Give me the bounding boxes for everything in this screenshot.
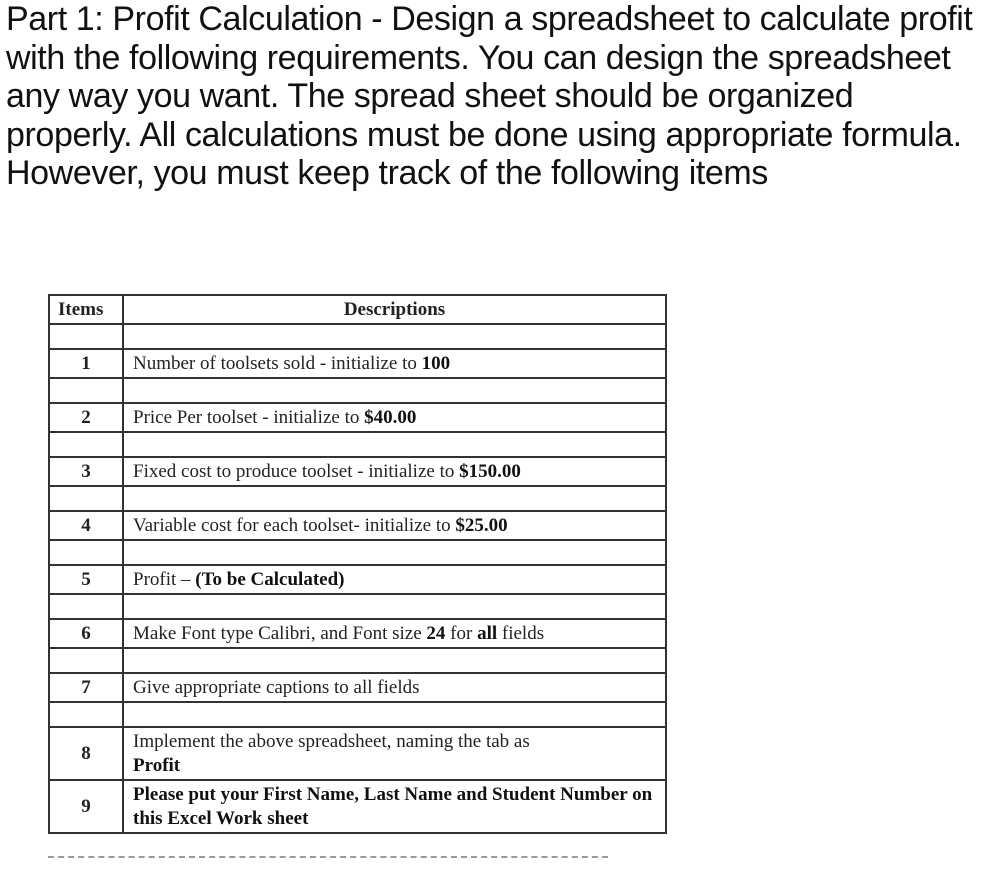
spacer-row: [49, 378, 666, 403]
item-number: 6: [49, 619, 123, 648]
item-number: 1: [49, 349, 123, 378]
items-column-header: Items: [49, 295, 123, 324]
spacer-row: [49, 486, 666, 511]
table-row: [49, 619, 666, 648]
item-description: Implement the above spreadsheet, naming the tab as Profit: [123, 727, 666, 780]
item-description: Profit – (To be Calculated): [123, 565, 666, 594]
item-number: 8: [49, 727, 123, 780]
table-row: [49, 727, 666, 780]
item-description: Give appropriate captions to all fields: [123, 673, 666, 702]
table-header-row: [49, 295, 666, 324]
spacer-row: [49, 540, 666, 565]
spacer-row: [49, 432, 666, 457]
descriptions-column-header: Descriptions: [123, 295, 666, 324]
item-description: Price Per toolset - initialize to $40.00: [123, 403, 666, 432]
table-row: [49, 780, 666, 833]
spacer-row: [49, 648, 666, 673]
item-description: Fixed cost to produce toolset - initialize to $150.00: [123, 457, 666, 486]
spacer-row: [49, 324, 666, 349]
requirements-table: [48, 294, 667, 834]
table-row: [49, 349, 666, 378]
item-description: Variable cost for each toolset- initialize to $25.00: [123, 511, 666, 540]
spacer-row: [49, 594, 666, 619]
item-number: 7: [49, 673, 123, 702]
instructions-paragraph: Part 1: Profit Calculation - Design a spreadsheet to calculate profit with the following requirements. You can design the spreadsheet any way you want. The spread sheet should be organized properly. All calculations must be done using appropriate formula. However, you must keep track of the following items: [6, 0, 973, 192]
item-number: 9: [49, 780, 123, 833]
table-row: [49, 457, 666, 486]
item-number: 4: [49, 511, 123, 540]
table-row: [49, 403, 666, 432]
spacer-row: [49, 702, 666, 727]
item-description: Make Font type Calibri, and Font size 24 for all fields: [123, 619, 666, 648]
table-row: [49, 511, 666, 540]
item-description: Number of toolsets sold - initialize to 100: [123, 349, 666, 378]
item-number: 2: [49, 403, 123, 432]
cut-off-text-line: [48, 856, 608, 858]
item-number: 5: [49, 565, 123, 594]
table-row: [49, 565, 666, 594]
item-number: 3: [49, 457, 123, 486]
item-description: Please put your First Name, Last Name and Student Number on this Excel Work sheet: [123, 780, 666, 833]
table-row: [49, 673, 666, 702]
